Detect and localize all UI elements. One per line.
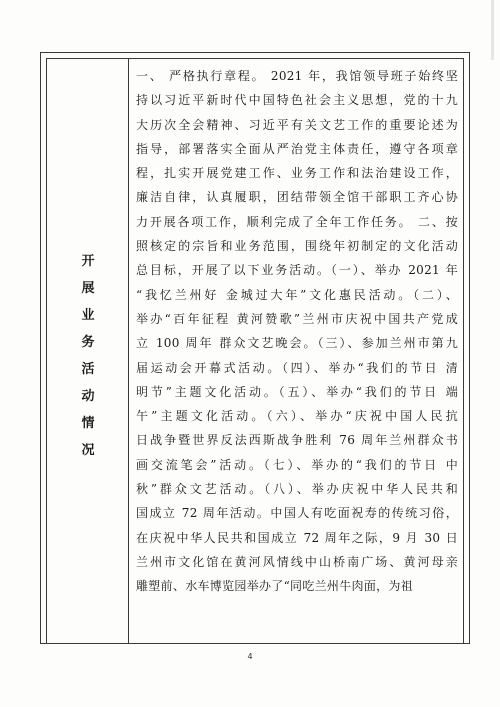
text-line: 届运动会开幕式活动。（四）、举办“我们的节日 清 bbox=[136, 360, 458, 375]
scan-artifact bbox=[491, 0, 494, 60]
text-line: 大历次全会精神、习近平有关文艺工作的重要论述为 bbox=[136, 117, 458, 132]
text-line: 指导，部署落实全面从严治党主体责任，遵守各项章 bbox=[136, 141, 458, 156]
text-line: 明节”主题文化活动。（五）、举办“我们的节日 端 bbox=[136, 384, 458, 399]
text-line: 立 100 周年 群众文艺晚会。（三）、参加兰州市第九 bbox=[136, 336, 458, 351]
text-line: 举办“百年征程 黄河赞歌”兰州市庆祝中国共产党成 bbox=[136, 311, 458, 326]
section-label-char: 展 bbox=[81, 281, 95, 296]
section-label-vertical bbox=[76, 248, 100, 464]
text-line: 在庆祝中华人民共和国成立 72 周年之际，9 月 30 日 bbox=[136, 530, 458, 545]
section-label-char: 业 bbox=[81, 308, 95, 323]
text-line: 一、 严格执行章程。 2021 年，我馆领导班子始终坚 bbox=[136, 69, 458, 83]
text-line: 国成立 72 周年活动。中国人有吃面祝寿的传统习俗， bbox=[136, 506, 458, 521]
text-line: 照核定的宗旨和业务范围，围绕年初制定的文化活动 bbox=[136, 239, 458, 254]
section-label-char: 动 bbox=[81, 389, 95, 404]
text-line: 力开展各项工作，顺利完成了全年工作任务。 二、按 bbox=[136, 214, 458, 229]
text-line: 雕塑前、水车博览园举办了“同吃兰州牛肉面，为祖 bbox=[136, 579, 414, 594]
section-label-char: 活 bbox=[81, 362, 95, 377]
text-line: 画交流笔会”活动。（七）、举办的“我们的节日 中 bbox=[136, 457, 458, 472]
text-line: 午”主题文化活动。（六）、举办“庆祝中国人民抗 bbox=[136, 409, 458, 424]
text-line: 程，扎实开展党建工作、业务工作和法治建设工作， bbox=[136, 166, 458, 181]
activity-description bbox=[136, 64, 458, 599]
page-number: 4 bbox=[247, 652, 253, 661]
column-divider bbox=[128, 58, 129, 644]
text-line: 兰州市文化馆在黄河风情线中山桥南广场、黄河母亲 bbox=[136, 554, 458, 569]
text-line: “我忆兰州好 金城过大年”文化惠民活动。（二）、 bbox=[136, 287, 458, 302]
text-line: 秋”群众文艺活动。（八）、举办庆祝中华人民共和 bbox=[136, 482, 458, 497]
section-label-char: 开 bbox=[81, 254, 95, 269]
text-line: 日战争暨世界反法西斯战争胜利 76 周年兰州群众书 bbox=[136, 433, 458, 448]
text-line: 廉洁自律，认真履职，团结带领全馆干部职工齐心协 bbox=[136, 190, 458, 205]
section-label-char: 况 bbox=[81, 443, 95, 458]
section-label-char: 情 bbox=[81, 416, 95, 431]
text-line: 持以习近平新时代中国特色社会主义思想，党的十九 bbox=[136, 93, 458, 108]
text-line: 总目标，开展了以下业务活动。（一）、举办 2021 年 bbox=[136, 263, 458, 278]
section-label-char: 务 bbox=[81, 335, 95, 350]
